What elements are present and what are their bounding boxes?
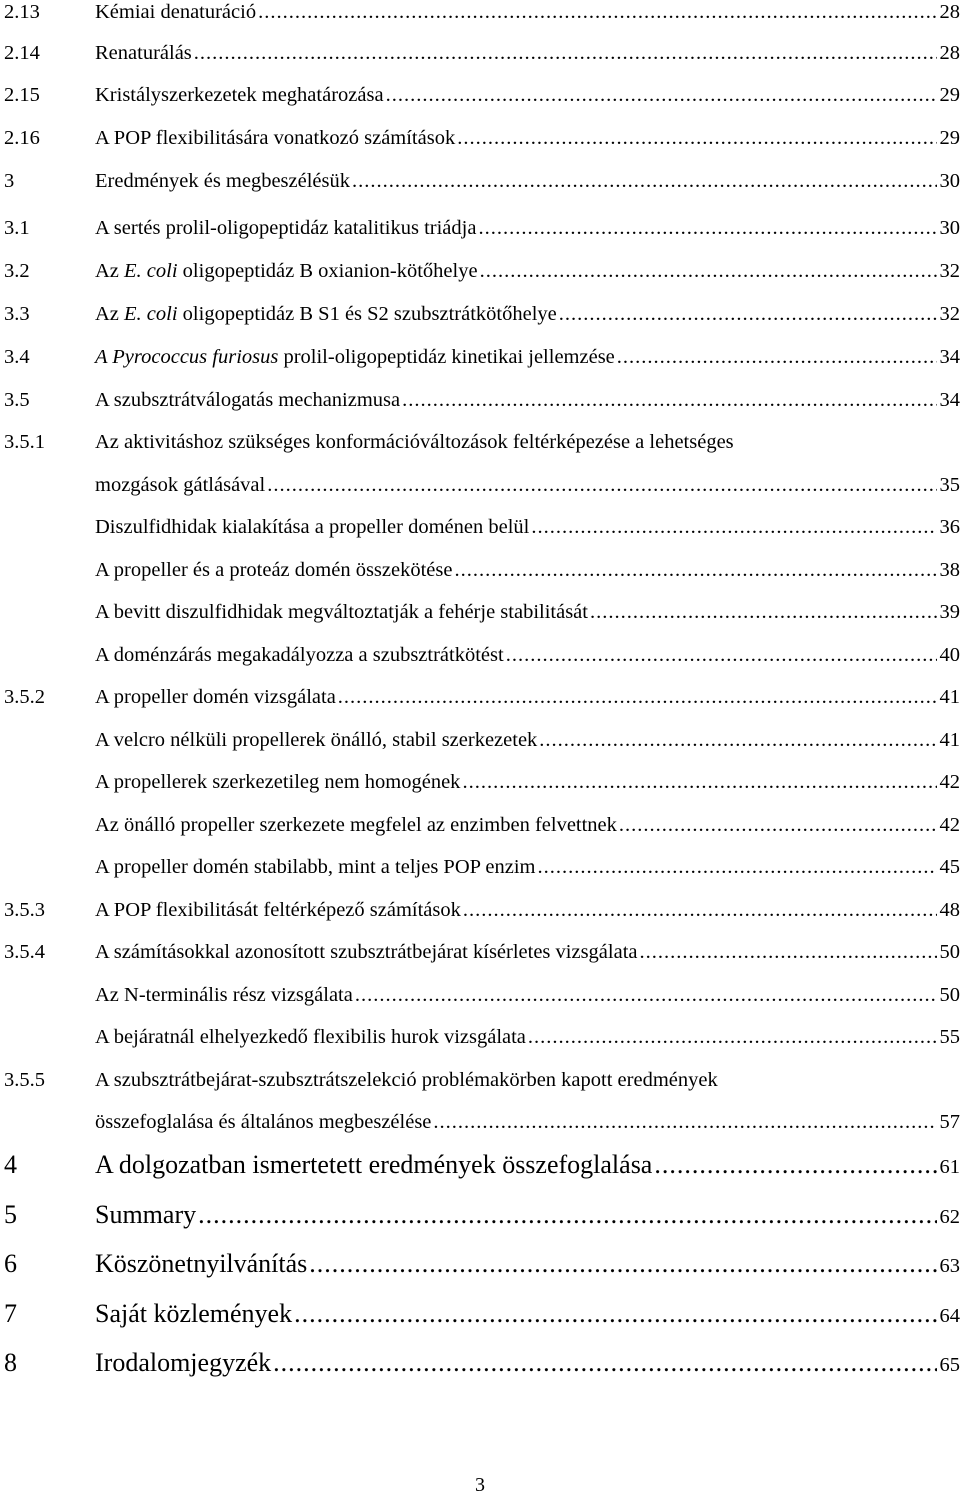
- toc-page: 65: [939, 1354, 960, 1376]
- toc-title: Az E. coli oligopeptidáz B oxianion-kötőhelye: [95, 260, 478, 282]
- toc-entry[interactable]: [0, 1195, 960, 1235]
- leader-dots: [294, 1294, 936, 1334]
- toc-page: 38: [939, 559, 960, 581]
- toc-number: 2.13: [4, 1, 40, 23]
- toc-page: 28: [939, 42, 960, 64]
- toc-page: 64: [939, 1305, 960, 1327]
- leader-dots: [590, 597, 937, 627]
- leader-dots: [267, 470, 936, 500]
- toc-entry[interactable]: [0, 470, 960, 500]
- toc-page: 40: [939, 644, 960, 666]
- leader-dots: [537, 852, 936, 882]
- toc-entry[interactable]: [0, 342, 960, 372]
- toc-page: 29: [939, 127, 960, 149]
- toc-page: 62: [939, 1206, 960, 1228]
- toc-page: 34: [939, 346, 960, 368]
- toc-number: 3.2: [4, 260, 30, 282]
- toc-entry[interactable]: [0, 1343, 960, 1383]
- toc-page: 28: [939, 1, 960, 23]
- toc-title: Irodalomjegyzék: [95, 1348, 272, 1377]
- toc-page: 34: [939, 389, 960, 411]
- toc-entry[interactable]: [0, 385, 960, 415]
- toc-title: Köszönetnyilvánítás: [95, 1249, 308, 1278]
- toc-page: 57: [939, 1111, 960, 1133]
- leader-dots: [478, 213, 936, 243]
- toc-entry[interactable]: [0, 512, 960, 542]
- toc-title: Kristályszerkezetek meghatározása: [95, 84, 384, 106]
- toc-title: Saját közlemények: [95, 1299, 293, 1328]
- toc-entry[interactable]: [0, 1244, 960, 1284]
- toc-entry[interactable]: [0, 80, 960, 110]
- toc-entry[interactable]: [0, 937, 960, 967]
- toc-number: 6: [4, 1249, 17, 1278]
- toc-page: 50: [939, 984, 960, 1006]
- toc-title: A propeller és a proteáz domén összekötése: [95, 559, 453, 581]
- toc-title: Kémiai denaturáció: [95, 1, 257, 23]
- toc-page: 61: [939, 1156, 960, 1178]
- toc-title: Eredmények és megbeszélésük: [95, 170, 351, 192]
- leader-dots: [531, 512, 936, 542]
- leader-dots: [355, 980, 937, 1010]
- toc-entry[interactable]: [0, 1294, 960, 1334]
- toc-number: 4: [4, 1150, 17, 1179]
- leader-dots: [402, 385, 936, 415]
- toc-page: 32: [939, 260, 960, 282]
- toc-number: 3.5.2: [4, 686, 45, 708]
- toc-title: A propellerek szerkezetileg nem homogének: [95, 771, 461, 793]
- leader-dots: [454, 555, 936, 585]
- toc-title: A szubsztrátválogatás mechanizmusa: [95, 389, 401, 411]
- toc-number: 2.15: [4, 84, 40, 106]
- toc-entry[interactable]: [0, 1065, 960, 1095]
- toc-entry[interactable]: [0, 427, 960, 457]
- toc-title: Summary: [95, 1200, 197, 1229]
- toc-title: Diszulfidhidak kialakítása a propeller doménen belül: [95, 516, 530, 538]
- toc-page: 41: [939, 686, 960, 708]
- leader-dots: [462, 767, 936, 797]
- toc-number: 3.5.3: [4, 899, 45, 921]
- toc-number: 2.14: [4, 42, 40, 64]
- toc-title: A szubsztrátbejárat-szubsztrátszelekció problémakörben kapott eredmények: [95, 1069, 718, 1091]
- toc-entry[interactable]: [0, 895, 960, 925]
- toc-title: A propeller domén vizsgálata: [95, 686, 336, 708]
- leader-dots: [463, 895, 937, 925]
- leader-dots: [258, 0, 936, 27]
- toc-page: 48: [939, 899, 960, 921]
- toc-page: 55: [939, 1026, 960, 1048]
- toc-page: 42: [939, 814, 960, 836]
- toc-page: 30: [939, 217, 960, 239]
- toc-page: 36: [939, 516, 960, 538]
- leader-dots: [273, 1343, 936, 1383]
- page-number: 3: [475, 1474, 485, 1496]
- toc-title: Az E. coli oligopeptidáz B S1 és S2 szubsztrátkötőhelye: [95, 303, 557, 325]
- toc-number: 3.3: [4, 303, 30, 325]
- toc-entry[interactable]: [0, 682, 960, 712]
- toc-page: 30: [939, 170, 960, 192]
- toc-page: 39: [939, 601, 960, 623]
- leader-dots: [559, 299, 937, 329]
- toc-title: Renaturálás: [95, 42, 192, 64]
- leader-dots: [539, 725, 936, 755]
- leader-dots: [309, 1244, 936, 1284]
- toc-page: 41: [939, 729, 960, 751]
- toc-title: mozgások gátlásával: [95, 474, 266, 496]
- toc-title: A doménzárás megakadályozza a szubsztrátkötést: [95, 644, 504, 666]
- toc-page: 42: [939, 771, 960, 793]
- leader-dots: [338, 682, 937, 712]
- toc-entry[interactable]: [0, 555, 960, 585]
- toc-page: 50: [939, 941, 960, 963]
- toc-number: 3.5: [4, 389, 30, 411]
- toc-title: Az önálló propeller szerkezete megfelel az enzimben felvettnek: [95, 814, 617, 836]
- leader-dots: [352, 166, 936, 196]
- toc-title: összefoglalása és általános megbeszélése: [95, 1111, 432, 1133]
- leader-dots: [619, 810, 937, 840]
- toc-number: 2.16: [4, 127, 40, 149]
- toc-entry[interactable]: [0, 1022, 960, 1052]
- toc-entry[interactable]: [0, 299, 960, 329]
- leader-dots: [433, 1107, 936, 1137]
- toc-entry[interactable]: [0, 256, 960, 286]
- toc-entry[interactable]: [0, 810, 960, 840]
- leader-dots: [640, 937, 937, 967]
- toc-number: 3.1: [4, 217, 30, 239]
- toc-entry[interactable]: [0, 1107, 960, 1137]
- toc-page: 29: [939, 84, 960, 106]
- toc-number: 3.5.5: [4, 1069, 45, 1091]
- leader-dots: [386, 80, 937, 110]
- toc-entry[interactable]: [0, 1145, 960, 1185]
- leader-dots: [528, 1022, 937, 1052]
- toc-number: 3: [4, 170, 15, 192]
- toc-entry[interactable]: [0, 640, 960, 670]
- toc-title: A számításokkal azonosított szubsztrátbejárat kísérletes vizsgálata: [95, 941, 638, 963]
- toc-page: 32: [939, 303, 960, 325]
- leader-dots: [480, 256, 937, 286]
- leader-dots: [506, 640, 937, 670]
- toc-title: A sertés prolil-oligopeptidáz katalitikus triádja: [95, 217, 477, 239]
- toc-number: 7: [4, 1299, 17, 1328]
- toc-number: 3.4: [4, 346, 30, 368]
- toc-entry[interactable]: [0, 123, 960, 153]
- toc-page: 35: [939, 474, 960, 496]
- toc-title: A dolgozatban ismertetett eredmények összefoglalása: [95, 1150, 653, 1179]
- toc-entry[interactable]: [0, 852, 960, 882]
- toc-title: A Pyrococcus furiosus prolil-oligopeptidáz kinetikai jellemzése: [95, 346, 615, 368]
- leader-dots: [617, 342, 937, 372]
- leader-dots: [654, 1145, 936, 1185]
- toc-entry[interactable]: [0, 38, 960, 68]
- toc-number: 8: [4, 1348, 17, 1377]
- toc-title: A POP flexibilitására vonatkozó számítások: [95, 127, 456, 149]
- toc-title: A bejáratnál elhelyezkedő flexibilis hurok vizsgálata: [95, 1026, 526, 1048]
- toc-title: A POP flexibilitását feltérképező számítások: [95, 899, 461, 921]
- leader-dots: [194, 38, 937, 68]
- leader-dots: [198, 1195, 936, 1235]
- toc-page: 63: [939, 1255, 960, 1277]
- toc-entry[interactable]: [0, 767, 960, 797]
- toc-number: 5: [4, 1200, 17, 1229]
- toc-entry[interactable]: [0, 725, 960, 755]
- toc-title: A bevitt diszulfidhidak megváltoztatják a fehérje stabilitását: [95, 601, 588, 623]
- leader-dots: [457, 123, 936, 153]
- toc-number: 3.5.1: [4, 431, 45, 453]
- toc-entry[interactable]: [0, 597, 960, 627]
- toc-entry[interactable]: [0, 980, 960, 1010]
- toc-title: Az aktivitáshoz szükséges konformációváltozások feltérképezése a lehetséges: [95, 431, 734, 453]
- toc-entry[interactable]: [0, 0, 960, 27]
- toc-title: A velcro nélküli propellerek önálló, stabil szerkezetek: [95, 729, 538, 751]
- toc-title: Az N-terminális rész vizsgálata: [95, 984, 353, 1006]
- toc-entry[interactable]: [0, 213, 960, 243]
- toc-entry[interactable]: [0, 166, 960, 196]
- toc-number: 3.5.4: [4, 941, 45, 963]
- toc-page: 45: [939, 856, 960, 878]
- toc-title: A propeller domén stabilabb, mint a teljes POP enzim: [95, 856, 536, 878]
